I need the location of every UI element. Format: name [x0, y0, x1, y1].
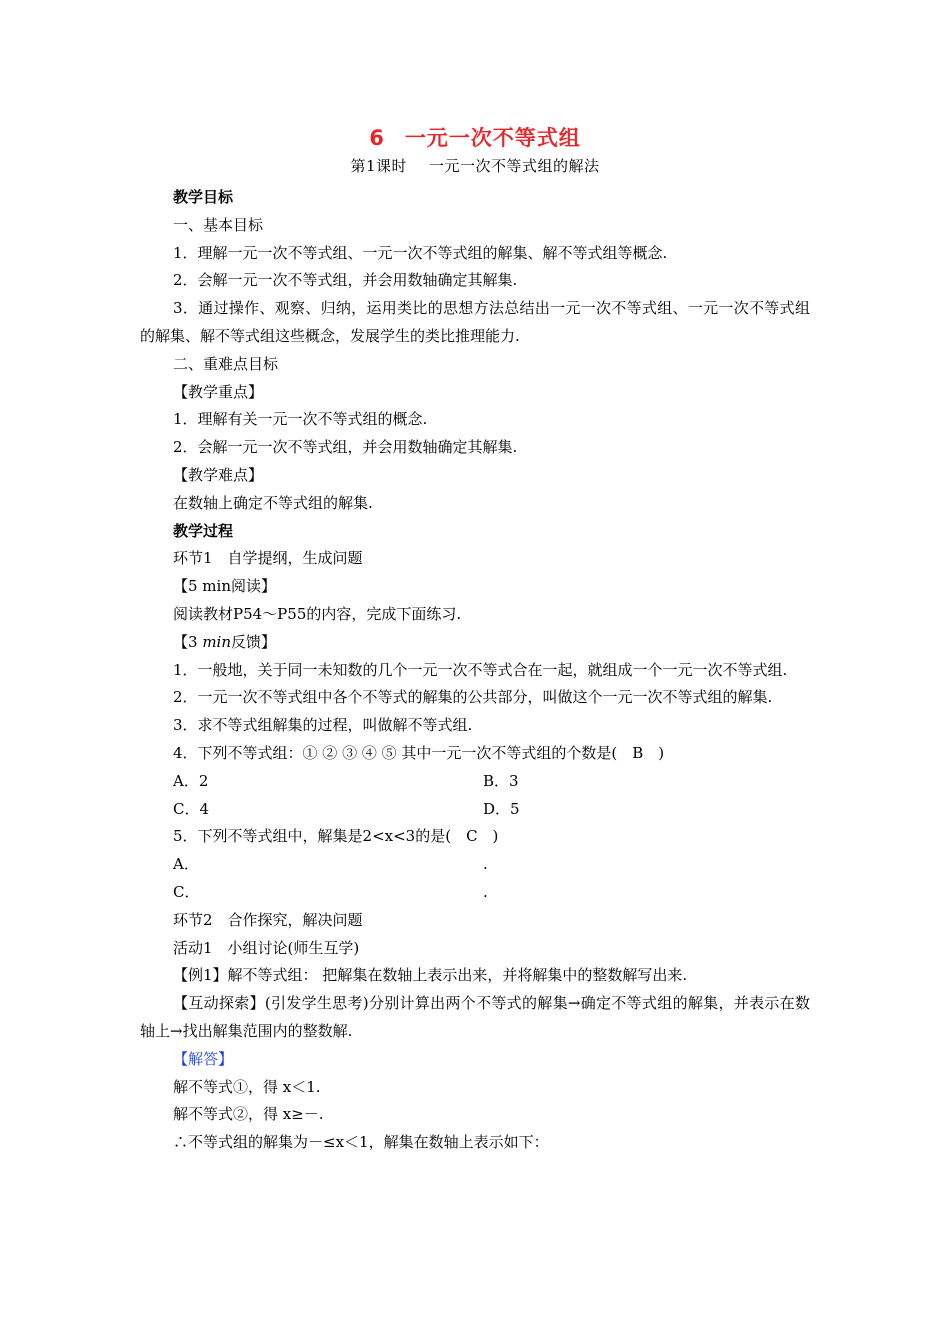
heading-basic-goals: 一、基本目标 — [173, 215, 264, 234]
reading-instruction: 阅读教材P54～P55的内容，完成下面练习. — [173, 604, 462, 623]
reading-label: 【5 min阅读】 — [173, 577, 276, 596]
option-c: C．4 — [173, 799, 210, 818]
activity-1-title: 活动1 小组讨论(师生互学) — [173, 938, 360, 957]
answer-step-1: 解不等式①，得 x＜1. — [173, 1077, 321, 1096]
page-title — [0, 122, 950, 152]
difficulty-1: 在数轴上确定不等式组的解集. — [173, 493, 373, 512]
answer-label: 【解答】 — [173, 1049, 234, 1068]
heading-key-point: 【教学重点】 — [173, 382, 264, 401]
step-1-title: 环节1 自学提纲，生成问题 — [173, 549, 363, 568]
example-1: 【例1】解不等式组： 把解集在数轴上表示出来，并将解集中的整数解写出来. — [173, 966, 688, 985]
options-row-1 — [140, 768, 810, 796]
option2-d: . — [483, 882, 488, 901]
lesson-topic: 一元一次不等式组的解法 — [429, 157, 600, 175]
feedback-unit: min — [202, 632, 231, 651]
option-a: A．2 — [173, 771, 209, 790]
answer-step-2: 解不等式②，得 x≥－. — [173, 1105, 324, 1124]
option2-c: C． — [173, 882, 200, 901]
answer-conclusion: ∴不等式组的解集为－≤x＜1，解集在数轴上表示如下： — [173, 1133, 549, 1152]
option2-b: . — [483, 855, 488, 874]
options-row-2 — [140, 796, 810, 824]
feedback-prefix: 【3 — [173, 632, 203, 651]
key-point-2: 2．会解一元一次不等式组，并会用数轴确定其解集. — [173, 438, 518, 457]
page-subtitle — [0, 155, 950, 176]
heading-teaching-process: 教学过程 — [173, 521, 234, 540]
goal-item-1: 1．理解一元一次不等式组、一元一次不等式组的解集、解不等式组等概念. — [173, 243, 668, 262]
options2-row-1 — [140, 851, 810, 879]
section-title: 一元一次不等式组 — [404, 126, 581, 150]
feedback-label — [140, 629, 810, 657]
step-2-title: 环节2 合作探究，解决问题 — [173, 910, 363, 929]
option-d: D．5 — [483, 799, 520, 818]
feedback-item-5: 5．下列不等式组中，解集是2<x<3的是( C ) — [173, 827, 499, 846]
document-body — [140, 184, 810, 1157]
feedback-item-2: 2．一元一次不等式组中各个不等式的解集的公共部分，叫做这个一元一次不等式组的解集. — [173, 688, 773, 707]
section-number: 6 — [369, 126, 385, 150]
goal-item-2: 2．会解一元一次不等式组，并会用数轴确定其解集. — [173, 271, 518, 290]
options2-row-2 — [140, 879, 810, 907]
heading-teaching-goals: 教学目标 — [173, 188, 234, 206]
feedback-suffix: 反馈】 — [231, 632, 277, 651]
feedback-item-3: 3．求不等式组解集的过程，叫做解不等式组. — [173, 716, 473, 735]
heading-difficulty: 【教学难点】 — [173, 465, 264, 484]
heading-key-goals: 二、重难点目标 — [173, 354, 279, 373]
feedback-item-1: 1．一般地，关于同一未知数的几个一元一次不等式合在一起，就组成一个一元一次不等式组. — [173, 660, 788, 679]
goal-item-3: 3．通过操作、观察、归纳，运用类比的思想方法总结出一元一次不等式组、一元一次不等式组的解集、解不等式组这些概念，发展学生的类比推理能力. — [140, 299, 810, 345]
key-point-1: 1．理解有关一元一次不等式组的概念. — [173, 410, 428, 429]
feedback-item-4: 4．下列不等式组：① ② ③ ④ ⑤ 其中一元一次不等式组的个数是( B ) — [173, 743, 665, 762]
interactive-explore: 【互动探索】(引发学生思考)分别计算出两个不等式的解集→确定不等式组的解集，并表示在数轴上→找出解集范围内的整数解. — [140, 994, 810, 1040]
option-b: B．3 — [483, 771, 519, 790]
option2-a: A． — [173, 855, 199, 874]
lesson-label: 第1课时 — [350, 157, 408, 175]
